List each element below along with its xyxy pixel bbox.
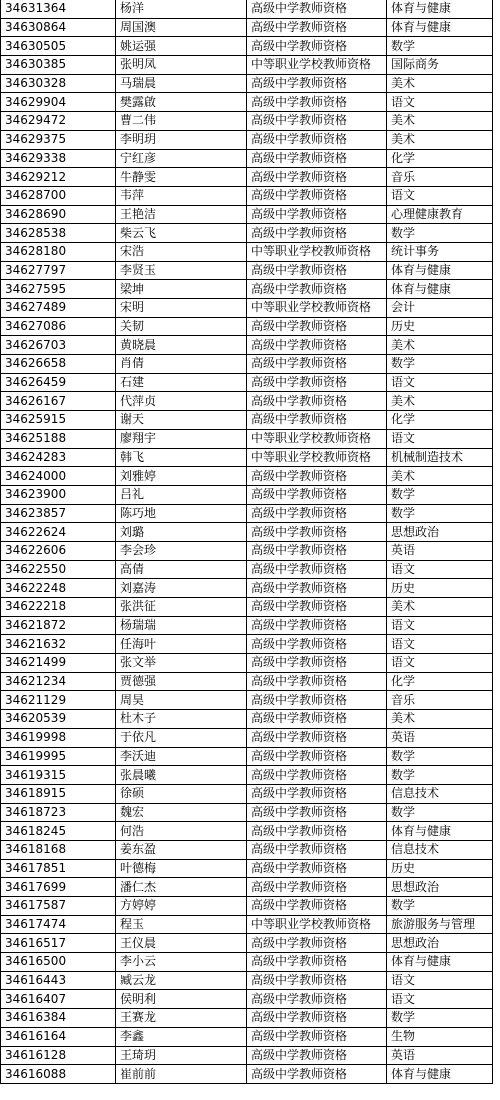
id-cell: 34626167 [1, 392, 116, 411]
name-cell: 臧云龙 [116, 971, 247, 990]
table-row [1, 878, 493, 897]
name-cell: 牛静雯 [116, 168, 247, 187]
qualification-cell: 高级中学教师资格 [247, 822, 387, 841]
qualification-cell: 中等职业学校教师资格 [247, 299, 387, 318]
qualification-cell: 中等职业学校教师资格 [247, 56, 387, 75]
subject-cell: 英语 [387, 1046, 493, 1065]
subject-cell: 美术 [387, 710, 493, 729]
name-cell: 贾德强 [116, 672, 247, 691]
qualification-cell: 高级中学教师资格 [247, 990, 387, 1009]
id-cell: 34626658 [1, 355, 116, 374]
table-row [1, 37, 493, 56]
name-cell: 李沃迪 [116, 747, 247, 766]
name-cell: 杜木子 [116, 710, 247, 729]
name-cell: 崔前前 [116, 1065, 247, 1084]
id-cell: 34628538 [1, 224, 116, 243]
id-cell: 34622606 [1, 541, 116, 560]
id-cell: 34627086 [1, 317, 116, 336]
id-cell: 34621632 [1, 635, 116, 654]
table-row [1, 953, 493, 972]
table-row [1, 74, 493, 93]
table-row [1, 299, 493, 318]
id-cell: 34617587 [1, 897, 116, 916]
table-row [1, 411, 493, 430]
table-row [1, 579, 493, 598]
id-cell: 34619315 [1, 766, 116, 785]
id-cell: 34621234 [1, 672, 116, 691]
qualification-cell: 高级中学教师资格 [247, 616, 387, 635]
qualification-cell: 高级中学教师资格 [247, 74, 387, 93]
name-cell: 柴云飞 [116, 224, 247, 243]
id-cell: 34628700 [1, 186, 116, 205]
table-row [1, 130, 493, 149]
name-cell: 何浩 [116, 822, 247, 841]
table-row [1, 822, 493, 841]
qualification-cell: 高级中学教师资格 [247, 953, 387, 972]
qualification-cell: 高级中学教师资格 [247, 934, 387, 953]
name-cell: 李小云 [116, 953, 247, 972]
table-row [1, 242, 493, 261]
qualification-cell: 高级中学教师资格 [247, 186, 387, 205]
id-cell: 34630385 [1, 56, 116, 75]
name-cell: 王琦玥 [116, 1046, 247, 1065]
name-cell: 叶德梅 [116, 859, 247, 878]
id-cell: 34623857 [1, 504, 116, 523]
id-cell: 34616384 [1, 1009, 116, 1028]
id-cell: 34619995 [1, 747, 116, 766]
id-cell: 34616407 [1, 990, 116, 1009]
table-row [1, 766, 493, 785]
name-cell: 李贤玉 [116, 261, 247, 280]
subject-cell: 美术 [387, 112, 493, 131]
qualification-cell: 高级中学教师资格 [247, 317, 387, 336]
name-cell: 廖翔宇 [116, 429, 247, 448]
id-cell: 34617699 [1, 878, 116, 897]
subject-cell: 美术 [387, 336, 493, 355]
qualification-cell: 高级中学教师资格 [247, 280, 387, 299]
table-row [1, 840, 493, 859]
table-row [1, 710, 493, 729]
id-cell: 34616128 [1, 1046, 116, 1065]
table-row [1, 691, 493, 710]
subject-cell: 音乐 [387, 168, 493, 187]
subject-cell: 语文 [387, 654, 493, 673]
subject-cell: 语文 [387, 186, 493, 205]
name-cell: 高倩 [116, 560, 247, 579]
id-cell: 34630864 [1, 18, 116, 37]
name-cell: 张文举 [116, 654, 247, 673]
qualification-cell: 高级中学教师资格 [247, 411, 387, 430]
table-row [1, 1046, 493, 1065]
subject-cell: 思想政治 [387, 878, 493, 897]
table-row [1, 971, 493, 990]
id-cell: 34629338 [1, 149, 116, 168]
id-cell: 34621129 [1, 691, 116, 710]
subject-cell: 信息技术 [387, 840, 493, 859]
qualification-cell: 高级中学教师资格 [247, 1065, 387, 1084]
id-cell: 34620539 [1, 710, 116, 729]
subject-cell: 体育与健康 [387, 280, 493, 299]
qualification-cell: 高级中学教师资格 [247, 355, 387, 374]
qualification-cell: 高级中学教师资格 [247, 37, 387, 56]
qualification-cell: 高级中学教师资格 [247, 672, 387, 691]
qualification-cell: 高级中学教师资格 [247, 560, 387, 579]
table-row [1, 0, 493, 18]
table-row [1, 186, 493, 205]
id-cell: 34616443 [1, 971, 116, 990]
table-row [1, 448, 493, 467]
subject-cell: 数学 [387, 1009, 493, 1028]
qualification-cell: 高级中学教师资格 [247, 130, 387, 149]
subject-cell: 数学 [387, 747, 493, 766]
name-cell: 曹二伟 [116, 112, 247, 131]
qualification-cell: 高级中学教师资格 [247, 897, 387, 916]
qualification-cell: 高级中学教师资格 [247, 635, 387, 654]
qualification-cell: 高级中学教师资格 [247, 93, 387, 112]
table-row [1, 897, 493, 916]
name-cell: 李明玥 [116, 130, 247, 149]
name-cell: 刘雅婷 [116, 467, 247, 486]
table-row [1, 261, 493, 280]
id-cell: 34623900 [1, 485, 116, 504]
id-cell: 34618915 [1, 784, 116, 803]
qualification-cell: 高级中学教师资格 [247, 485, 387, 504]
table-row [1, 93, 493, 112]
subject-cell: 数学 [387, 485, 493, 504]
table-row [1, 728, 493, 747]
qualification-cell: 高级中学教师资格 [247, 149, 387, 168]
id-cell: 34616517 [1, 934, 116, 953]
id-cell: 34618723 [1, 803, 116, 822]
name-cell: 刘璐 [116, 523, 247, 542]
id-cell: 34626459 [1, 373, 116, 392]
table-row [1, 784, 493, 803]
id-cell: 34621499 [1, 654, 116, 673]
name-cell: 黄晓晨 [116, 336, 247, 355]
name-cell: 程玉 [116, 915, 247, 934]
id-cell: 34618245 [1, 822, 116, 841]
table-row [1, 504, 493, 523]
id-cell: 34627489 [1, 299, 116, 318]
qualification-cell: 高级中学教师资格 [247, 205, 387, 224]
subject-cell: 数学 [387, 224, 493, 243]
qualification-cell: 高级中学教师资格 [247, 168, 387, 187]
subject-cell: 会计 [387, 299, 493, 318]
name-cell: 马瑞晨 [116, 74, 247, 93]
subject-cell: 数学 [387, 766, 493, 785]
id-cell: 34630328 [1, 74, 116, 93]
id-cell: 34624283 [1, 448, 116, 467]
subject-cell: 化学 [387, 411, 493, 430]
subject-cell: 体育与健康 [387, 1065, 493, 1084]
qualification-cell: 高级中学教师资格 [247, 654, 387, 673]
qualification-cell: 高级中学教师资格 [247, 971, 387, 990]
id-cell: 34625915 [1, 411, 116, 430]
id-cell: 34617474 [1, 915, 116, 934]
qualification-cell: 高级中学教师资格 [247, 1027, 387, 1046]
roster-table-body [1, 0, 493, 1083]
table-row [1, 355, 493, 374]
subject-cell: 音乐 [387, 691, 493, 710]
subject-cell: 美术 [387, 598, 493, 617]
name-cell: 杨瑞瑞 [116, 616, 247, 635]
qualification-cell: 高级中学教师资格 [247, 747, 387, 766]
table-row [1, 56, 493, 75]
subject-cell: 数学 [387, 37, 493, 56]
subject-cell: 语文 [387, 990, 493, 1009]
name-cell: 方婷婷 [116, 897, 247, 916]
qualification-cell: 中等职业学校教师资格 [247, 448, 387, 467]
subject-cell: 体育与健康 [387, 953, 493, 972]
name-cell: 杨洋 [116, 0, 247, 18]
name-cell: 刘嘉涛 [116, 579, 247, 598]
id-cell: 34629472 [1, 112, 116, 131]
qualification-cell: 高级中学教师资格 [247, 336, 387, 355]
id-cell: 34627797 [1, 261, 116, 280]
subject-cell: 语文 [387, 93, 493, 112]
id-cell: 34624000 [1, 467, 116, 486]
name-cell: 周昊 [116, 691, 247, 710]
table-row [1, 485, 493, 504]
subject-cell: 体育与健康 [387, 18, 493, 37]
id-cell: 34631364 [1, 0, 116, 18]
qualification-cell: 高级中学教师资格 [247, 728, 387, 747]
qualification-cell: 高级中学教师资格 [247, 1046, 387, 1065]
name-cell: 肖倩 [116, 355, 247, 374]
name-cell: 侯明利 [116, 990, 247, 1009]
subject-cell: 思想政治 [387, 934, 493, 953]
qualification-cell: 高级中学教师资格 [247, 112, 387, 131]
id-cell: 34617851 [1, 859, 116, 878]
name-cell: 王艳洁 [116, 205, 247, 224]
subject-cell: 体育与健康 [387, 0, 493, 18]
subject-cell: 数学 [387, 897, 493, 916]
table-row [1, 598, 493, 617]
qualification-cell: 高级中学教师资格 [247, 1009, 387, 1028]
subject-cell: 数学 [387, 803, 493, 822]
name-cell: 石建 [116, 373, 247, 392]
table-row [1, 523, 493, 542]
name-cell: 王赛龙 [116, 1009, 247, 1028]
table-row [1, 1009, 493, 1028]
table-row [1, 429, 493, 448]
subject-cell: 美术 [387, 467, 493, 486]
subject-cell: 美术 [387, 130, 493, 149]
table-row [1, 560, 493, 579]
table-row [1, 336, 493, 355]
name-cell: 谢天 [116, 411, 247, 430]
name-cell: 陈巧地 [116, 504, 247, 523]
id-cell: 34629904 [1, 93, 116, 112]
subject-cell: 旅游服务与管理 [387, 915, 493, 934]
name-cell: 张洪征 [116, 598, 247, 617]
qualification-cell: 高级中学教师资格 [247, 504, 387, 523]
name-cell: 韩飞 [116, 448, 247, 467]
qualification-cell: 高级中学教师资格 [247, 710, 387, 729]
subject-cell: 语文 [387, 429, 493, 448]
subject-cell: 数学 [387, 504, 493, 523]
id-cell: 34616500 [1, 953, 116, 972]
subject-cell: 语文 [387, 635, 493, 654]
table-row [1, 990, 493, 1009]
qualification-cell: 高级中学教师资格 [247, 803, 387, 822]
id-cell: 34627595 [1, 280, 116, 299]
table-row [1, 859, 493, 878]
qualification-cell: 高级中学教师资格 [247, 840, 387, 859]
name-cell: 于依凡 [116, 728, 247, 747]
qualification-cell: 高级中学教师资格 [247, 18, 387, 37]
qualification-cell: 中等职业学校教师资格 [247, 915, 387, 934]
id-cell: 34628690 [1, 205, 116, 224]
table-row [1, 18, 493, 37]
qualification-cell: 中等职业学校教师资格 [247, 242, 387, 261]
subject-cell: 国际商务 [387, 56, 493, 75]
subject-cell: 信息技术 [387, 784, 493, 803]
table-row [1, 205, 493, 224]
id-cell: 34626703 [1, 336, 116, 355]
qualification-cell: 高级中学教师资格 [247, 878, 387, 897]
table-row [1, 317, 493, 336]
table-row [1, 224, 493, 243]
subject-cell: 历史 [387, 859, 493, 878]
name-cell: 姜东盈 [116, 840, 247, 859]
qualification-cell: 高级中学教师资格 [247, 541, 387, 560]
subject-cell: 化学 [387, 672, 493, 691]
id-cell: 34629212 [1, 168, 116, 187]
qualification-cell: 高级中学教师资格 [247, 0, 387, 18]
subject-cell: 美术 [387, 392, 493, 411]
id-cell: 34621872 [1, 616, 116, 635]
name-cell: 潘仁杰 [116, 878, 247, 897]
table-row [1, 1027, 493, 1046]
name-cell: 关韧 [116, 317, 247, 336]
name-cell: 宁红彦 [116, 149, 247, 168]
table-row [1, 934, 493, 953]
name-cell: 宋浩 [116, 242, 247, 261]
qualification-cell: 高级中学教师资格 [247, 766, 387, 785]
subject-cell: 语文 [387, 560, 493, 579]
qualification-cell: 高级中学教师资格 [247, 523, 387, 542]
name-cell: 任海叶 [116, 635, 247, 654]
id-cell: 34616164 [1, 1027, 116, 1046]
subject-cell: 统计事务 [387, 242, 493, 261]
name-cell: 韦萍 [116, 186, 247, 205]
subject-cell: 体育与健康 [387, 822, 493, 841]
qualification-cell: 高级中学教师资格 [247, 224, 387, 243]
name-cell: 周国澳 [116, 18, 247, 37]
table-row [1, 635, 493, 654]
table-row [1, 149, 493, 168]
subject-cell: 历史 [387, 317, 493, 336]
name-cell: 梁坤 [116, 280, 247, 299]
name-cell: 宋明 [116, 299, 247, 318]
qualification-cell: 高级中学教师资格 [247, 784, 387, 803]
subject-cell: 化学 [387, 149, 493, 168]
table-row [1, 1065, 493, 1084]
name-cell: 李鑫 [116, 1027, 247, 1046]
id-cell: 34628180 [1, 242, 116, 261]
subject-cell: 机械制造技术 [387, 448, 493, 467]
table-row [1, 280, 493, 299]
subject-cell: 英语 [387, 541, 493, 560]
name-cell: 姚运强 [116, 37, 247, 56]
table-row [1, 672, 493, 691]
id-cell: 34630505 [1, 37, 116, 56]
name-cell: 王仪晨 [116, 934, 247, 953]
table-row [1, 467, 493, 486]
subject-cell: 心理健康教育 [387, 205, 493, 224]
qualification-cell: 高级中学教师资格 [247, 467, 387, 486]
name-cell: 张晨曦 [116, 766, 247, 785]
table-row [1, 541, 493, 560]
id-cell: 34619998 [1, 728, 116, 747]
qualification-cell: 高级中学教师资格 [247, 859, 387, 878]
table-row [1, 373, 493, 392]
subject-cell: 数学 [387, 355, 493, 374]
qualification-cell: 高级中学教师资格 [247, 579, 387, 598]
id-cell: 34629375 [1, 130, 116, 149]
subject-cell: 思想政治 [387, 523, 493, 542]
table-row [1, 654, 493, 673]
table-row [1, 803, 493, 822]
name-cell: 徐硕 [116, 784, 247, 803]
subject-cell: 语文 [387, 616, 493, 635]
subject-cell: 体育与健康 [387, 261, 493, 280]
id-cell: 34618168 [1, 840, 116, 859]
qualification-cell: 高级中学教师资格 [247, 392, 387, 411]
id-cell: 34622624 [1, 523, 116, 542]
subject-cell: 英语 [387, 728, 493, 747]
table-row [1, 915, 493, 934]
subject-cell: 语文 [387, 971, 493, 990]
qualification-cell: 高级中学教师资格 [247, 261, 387, 280]
subject-cell: 生物 [387, 1027, 493, 1046]
name-cell: 樊露啟 [116, 93, 247, 112]
subject-cell: 语文 [387, 373, 493, 392]
table-row [1, 392, 493, 411]
id-cell: 34622550 [1, 560, 116, 579]
subject-cell: 历史 [387, 579, 493, 598]
name-cell: 魏宏 [116, 803, 247, 822]
table-row [1, 747, 493, 766]
name-cell: 吕礼 [116, 485, 247, 504]
qualification-cell: 中等职业学校教师资格 [247, 429, 387, 448]
qualification-cell: 高级中学教师资格 [247, 691, 387, 710]
id-cell: 34625188 [1, 429, 116, 448]
qualification-cell: 高级中学教师资格 [247, 373, 387, 392]
subject-cell: 美术 [387, 74, 493, 93]
table-row [1, 168, 493, 187]
id-cell: 34622218 [1, 598, 116, 617]
name-cell: 张明凤 [116, 56, 247, 75]
qualification-cell: 高级中学教师资格 [247, 598, 387, 617]
table-row [1, 112, 493, 131]
table-row [1, 616, 493, 635]
id-cell: 34622248 [1, 579, 116, 598]
id-cell: 34616088 [1, 1065, 116, 1084]
name-cell: 代萍贞 [116, 392, 247, 411]
name-cell: 李会珍 [116, 541, 247, 560]
